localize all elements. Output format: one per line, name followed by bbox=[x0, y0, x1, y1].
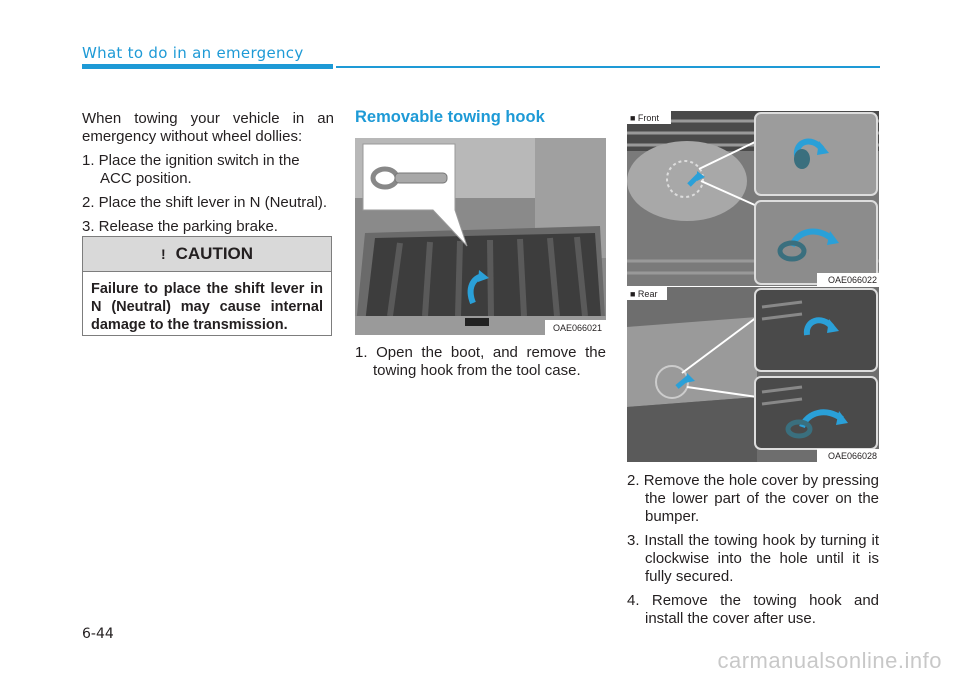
caution-box bbox=[82, 236, 332, 336]
header-rule-thick bbox=[82, 64, 333, 69]
front-label: ■ Front bbox=[630, 113, 659, 123]
image-code-oae066028: OAE066028 bbox=[827, 451, 877, 461]
step-2: 2. Place the shift lever in N (Neutral). bbox=[82, 194, 328, 211]
removal-steps bbox=[355, 344, 606, 386]
step-1: 1. Place the ignition switch in the ACC position. bbox=[82, 152, 300, 187]
image-code-oae066021: OAE066021 bbox=[552, 323, 602, 333]
intro-paragraph: When towing your vehicle in an emergency without wheel dollies: bbox=[82, 110, 334, 145]
caution-title: CAUTION bbox=[175, 244, 254, 263]
installation-steps bbox=[627, 472, 879, 634]
front-tow-hole-photo bbox=[627, 111, 879, 286]
section-title: What to do in an emergency bbox=[82, 44, 304, 62]
page-number: 6-44 bbox=[82, 626, 114, 642]
removable-towing-hook-heading: Removable towing hook bbox=[355, 108, 545, 126]
image-code-oae066022: OAE066022 bbox=[827, 275, 877, 285]
towing-steps bbox=[82, 152, 334, 236]
rear-tow-hole-photo bbox=[627, 287, 879, 462]
caution-header bbox=[83, 237, 331, 272]
warning-icon: ! bbox=[160, 246, 166, 262]
boot-towing-hook-photo bbox=[355, 138, 606, 335]
step-install-hook: 3. Install the towing hook by turning it clockwise into the hole until it is fully secured. bbox=[627, 532, 879, 585]
step-remove-cover: 2. Remove the hole cover by pressing the lower part of the cover on the bumper. bbox=[627, 472, 879, 525]
step-open-boot: 1. Open the boot, and remove the towing hook from the tool case. bbox=[355, 344, 606, 379]
rear-label: ■ Rear bbox=[630, 289, 658, 299]
watermark: carmanualsonline.info bbox=[717, 648, 942, 673]
towing-instructions bbox=[82, 110, 334, 242]
header-rule-thin bbox=[336, 66, 880, 68]
step-remove-hook: 4. Remove the towing hook and install the cover after use. bbox=[627, 592, 879, 627]
step-3: 3. Release the parking brake. bbox=[82, 218, 278, 235]
caution-text: Failure to place the shift lever in N (Neutral) may cause internal damage to the transmission. bbox=[91, 281, 323, 333]
